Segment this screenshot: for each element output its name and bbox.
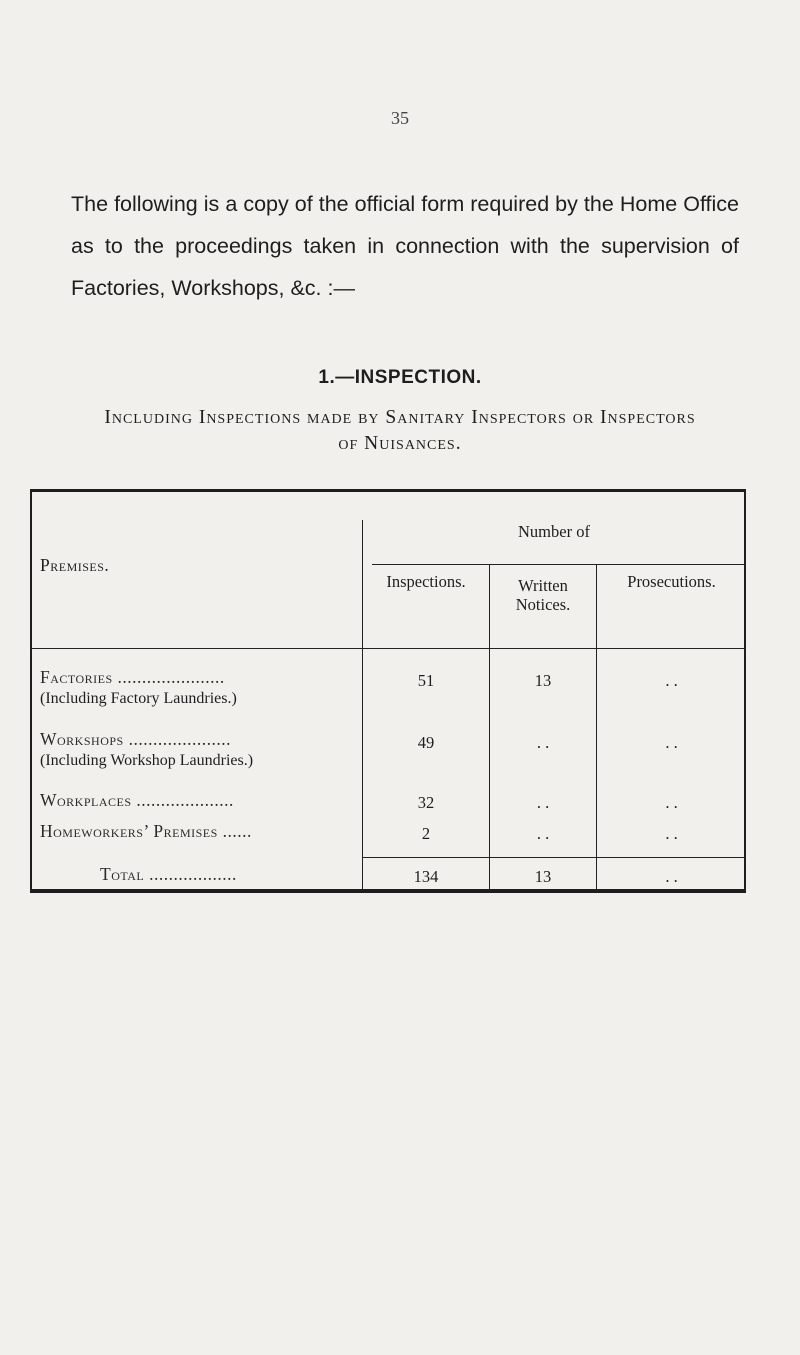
total-label: Total .................. (100, 865, 237, 884)
section-title: 1.—INSPECTION. (318, 367, 482, 388)
header-divider (30, 648, 746, 649)
total-inspections: 134 (413, 867, 439, 886)
total-prosecutions: . . (665, 867, 678, 886)
row-sublabel-factories: (Including Factory Laundries.) (40, 690, 237, 707)
total-written-notices: 13 (534, 867, 552, 886)
cell-inspections: 32 (417, 793, 435, 812)
header-written-notices-line-1: Written (518, 576, 568, 595)
header-number-of: Number of (518, 522, 590, 541)
page-number: 35 (391, 108, 409, 128)
header-prosecutions: Prosecutions. (627, 572, 716, 591)
cell-written-notices: . . (536, 824, 550, 843)
total-divider (362, 857, 746, 858)
header-subdivider (372, 564, 746, 565)
cell-written-notices: . . (536, 733, 550, 752)
cell-prosecutions: . . (665, 671, 678, 690)
row-label-factories: Factories ...................... (40, 668, 225, 687)
row-label-workshops: Workshops ..................... (40, 730, 231, 749)
header-premises: Premises. (40, 555, 110, 575)
cell-prosecutions: . . (665, 824, 678, 843)
cell-written-notices: . . (536, 793, 550, 812)
cell-prosecutions: . . (665, 733, 678, 752)
header-written-notices (490, 576, 596, 614)
header-inspections: Inspections. (386, 572, 466, 591)
section-subtitle (40, 405, 760, 457)
cell-inspections: 51 (417, 671, 435, 690)
cell-written-notices: 13 (534, 671, 552, 690)
row-label-homeworkers: Homeworkers’ Premises ...... (40, 822, 252, 841)
intro-paragraph: The following is a copy of the official form required by the Home Office as to the proceedings taken in connection with the supervision of Factories, Workshops, &c. :— (71, 192, 739, 300)
cell-prosecutions: . . (665, 793, 678, 812)
header-written-notices-line-2: Notices. (515, 595, 571, 614)
row-label-workplaces: Workplaces .................... (40, 791, 234, 810)
row-sublabel-workshops: (Including Workshop Laundries.) (40, 752, 254, 769)
section-subtitle-line-1: Including Inspections made by Sanitary Inspectors or Inspectors (104, 407, 696, 428)
cell-inspections: 49 (417, 733, 435, 752)
cell-inspections: 2 (421, 824, 431, 843)
section-subtitle-line-2: of Nuisances. (338, 433, 462, 454)
